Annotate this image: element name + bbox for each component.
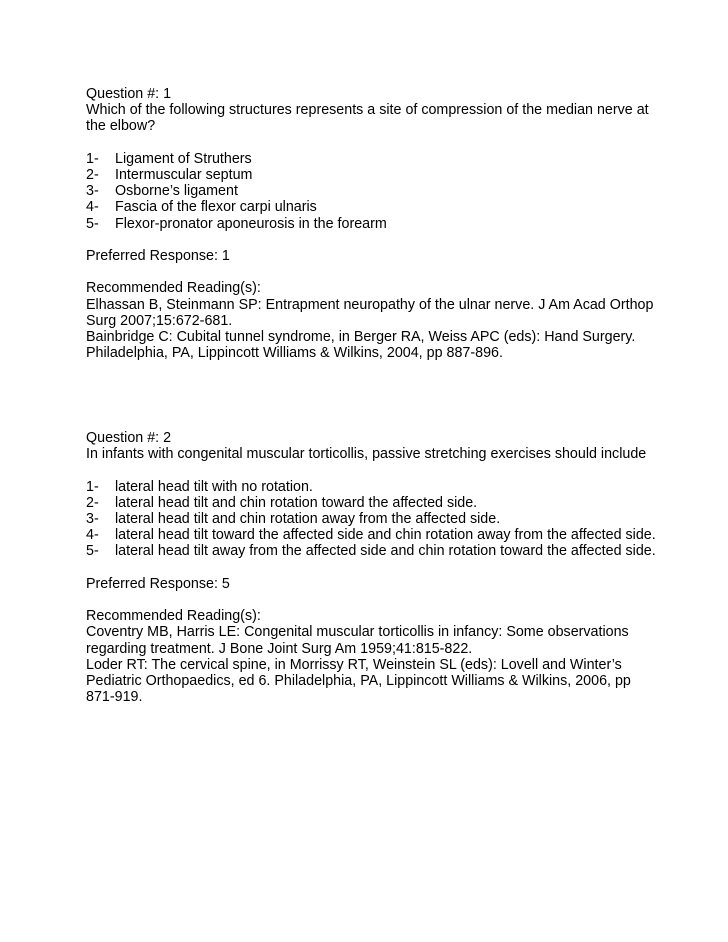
- preferred-response: Preferred Response: 5: [86, 575, 230, 592]
- reading-line: Philadelphia, PA, Lippincott Williams & Wilkins, 2004, pp 887-896.: [86, 345, 503, 362]
- option-number: 2-: [86, 494, 99, 511]
- reading-line: 871-919.: [86, 689, 143, 706]
- answer-option: [86, 167, 686, 183]
- answer-option: [86, 151, 686, 167]
- option-text: lateral head tilt with no rotation.: [115, 478, 313, 495]
- spacer: [86, 560, 686, 576]
- spacer: [86, 264, 686, 280]
- reading-header: Recommended Reading(s):: [86, 280, 261, 297]
- answer-option: [86, 183, 686, 199]
- question-header: Question #: 2: [86, 430, 172, 446]
- option-text: lateral head tilt and chin rotation away from the affected side.: [115, 511, 501, 527]
- option-number: 4-: [86, 199, 99, 216]
- answer-option: [86, 495, 686, 511]
- option-number: 3-: [86, 183, 99, 200]
- option-number: 5-: [86, 215, 99, 232]
- option-text: Intermuscular septum: [115, 167, 253, 183]
- answer-option: [86, 199, 686, 215]
- reading-line: regarding treatment. J Bone Joint Surg Am 1959;41:815-822.: [86, 640, 473, 657]
- option-text: Flexor-pronator aponeurosis in the forearm: [115, 215, 387, 232]
- preferred-response: Preferred Response: 1: [86, 248, 230, 264]
- reading-line: Elhassan B, Steinmann SP: Entrapment neuropathy of the ulnar nerve. J Am Acad Orthop: [86, 296, 654, 313]
- question-stem-line: the elbow?: [86, 118, 156, 135]
- spacer: [86, 462, 686, 478]
- answer-options: [86, 479, 686, 560]
- option-number: 1-: [86, 478, 99, 495]
- question-stem-line: In infants with congenital muscular torticollis, passive stretching exercises should include: [86, 446, 647, 463]
- answer-options: [86, 151, 686, 232]
- spacer: [86, 135, 686, 151]
- question-header: Question #: 1: [86, 86, 172, 102]
- answer-option: [86, 527, 686, 543]
- question-stem-line: Which of the following structures represents a site of compression of the median nerve at: [86, 102, 649, 119]
- spacer: [86, 592, 686, 608]
- option-text: lateral head tilt away from the affected side and chin rotation toward the affected side.: [115, 543, 656, 560]
- option-text: Osborne’s ligament: [115, 183, 238, 200]
- option-text: Fascia of the flexor carpi ulnaris: [115, 199, 317, 216]
- option-number: 4-: [86, 527, 99, 544]
- option-number: 5-: [86, 543, 99, 560]
- answer-option: [86, 543, 686, 559]
- reading-line: Bainbridge C: Cubital tunnel syndrome, in Berger RA, Weiss APC (eds): Hand Surgery.: [86, 329, 636, 345]
- answer-option: [86, 479, 686, 495]
- reading-line: Loder RT: The cervical spine, in Morrissy RT, Weinstein SL (eds): Lovell and Winter’s: [86, 656, 622, 673]
- reading-line: Pediatric Orthopaedics, ed 6. Philadelphia, PA, Lippincott Williams & Wilkins, 2006, pp: [86, 673, 631, 689]
- reading-line: Coventry MB, Harris LE: Congenital muscular torticollis in infancy: Some observations: [86, 624, 629, 641]
- reading-header: Recommended Reading(s):: [86, 608, 261, 625]
- answer-option: [86, 511, 686, 527]
- option-number: 2-: [86, 167, 99, 183]
- option-text: Ligament of Struthers: [115, 150, 252, 167]
- option-text: lateral head tilt toward the affected side and chin rotation away from the affected side.: [115, 527, 656, 544]
- reading-line: Surg 2007;15:672-681.: [86, 312, 233, 329]
- question-block-2: [86, 430, 686, 705]
- question-block-1: [86, 86, 686, 361]
- spacer: [86, 232, 686, 248]
- answer-option: [86, 216, 686, 232]
- option-text: lateral head tilt and chin rotation toward the affected side.: [115, 494, 478, 511]
- option-number: 1-: [86, 150, 99, 167]
- option-number: 3-: [86, 511, 99, 527]
